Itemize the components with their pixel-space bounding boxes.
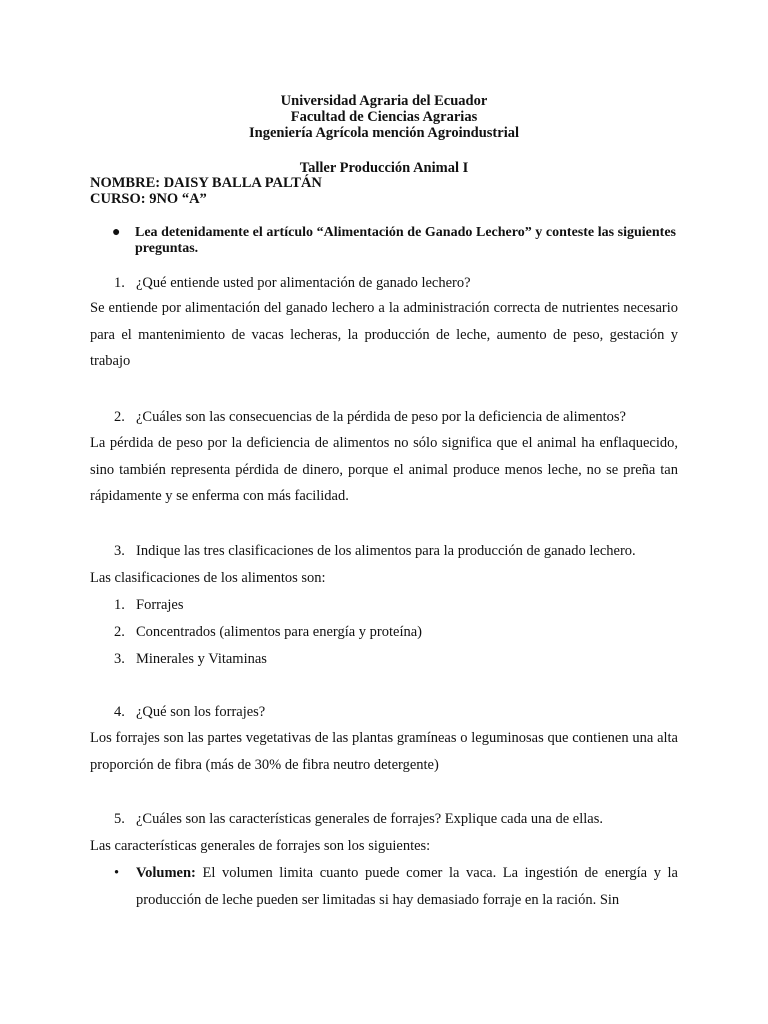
bullet-icon: • [114,865,120,881]
list-item-text: Forrajes [136,597,184,613]
workshop-title: Taller Producción Animal I [299,160,469,176]
list-item-text: Minerales y Vitaminas [136,651,267,667]
list-item [114,651,267,668]
bullet-icon: ● [112,225,121,240]
question-5 [114,811,603,828]
question-number: 5. [114,811,125,827]
list-item-number: 2. [114,624,125,640]
question-text: Indique las tres clasificaciones de los alimentos para la producción de ganado lechero. [136,543,636,559]
list-item-text: Concentrados (alimentos para energía y proteína) [136,624,422,640]
answer-5-intro: Las características generales de forrajes son los siguientes: [90,838,431,854]
characteristic-term: Volumen: [136,865,196,881]
question-number: 2. [114,409,125,425]
question-4 [114,704,265,721]
question-3 [114,543,636,560]
list-item [114,597,184,614]
student-course: CURSO: 9NO “A” [90,191,207,207]
question-text: ¿Cuáles son las consecuencias de la pérdida de peso por la deficiencia de alimentos? [136,409,626,425]
characteristic-text [136,860,678,913]
answer-2: La pérdida de peso por la deficiencia de alimentos no sólo significa que el animal ha enflaquecido, sino también representa pérdida de dinero, porque el animal produce menos leche, no se preña tan rápidamente y se enferma con más facilidad. [90,435,678,505]
question-2 [114,409,626,426]
answer-3-intro: Las clasificaciones de los alimentos son: [90,570,326,586]
question-number: 3. [114,543,125,559]
question-number: 1. [114,275,125,291]
faculty-title: Facultad de Ciencias Agrarias [290,109,478,125]
question-number: 4. [114,704,125,720]
question-1 [114,275,471,292]
characteristic-description: El volumen limita cuanto puede comer la vaca. La ingestión de energía y la producción de leche pueden ser limitadas si hay demasiado forraje en la ración. Sin [136,865,678,908]
question-text: ¿Qué entiende usted por alimentación de ganado lechero? [136,275,471,291]
program-title: Ingeniería Agrícola mención Agroindustrial [249,125,519,141]
question-text: ¿Cuáles son las características generales de forrajes? Explique cada una de ellas. [136,811,604,827]
list-item [114,624,422,641]
list-item-number: 3. [114,651,125,667]
answer-1: Se entiende por alimentación del ganado lechero a la administración correcta de nutrientes necesario para el mantenimiento de vacas lecheras, la producción de leche, aumento de peso, gestación y trabajo [90,300,678,370]
instruction-text: Lea detenidamente el artículo “Alimentación de Ganado Lechero” y conteste las siguientes preguntas. [135,225,676,256]
answer-4: Los forrajes son las partes vegetativas de las plantas gramíneas o leguminosas que contienen una alta proporción de fibra (más de 30% de fibra neutro detergente) [90,730,678,773]
student-name: NOMBRE: DAISY BALLA PALTÁN [90,175,322,191]
university-title: Universidad Agraria del Ecuador [280,93,488,109]
question-text: ¿Qué son los forrajes? [136,704,266,720]
list-item-number: 1. [114,597,125,613]
